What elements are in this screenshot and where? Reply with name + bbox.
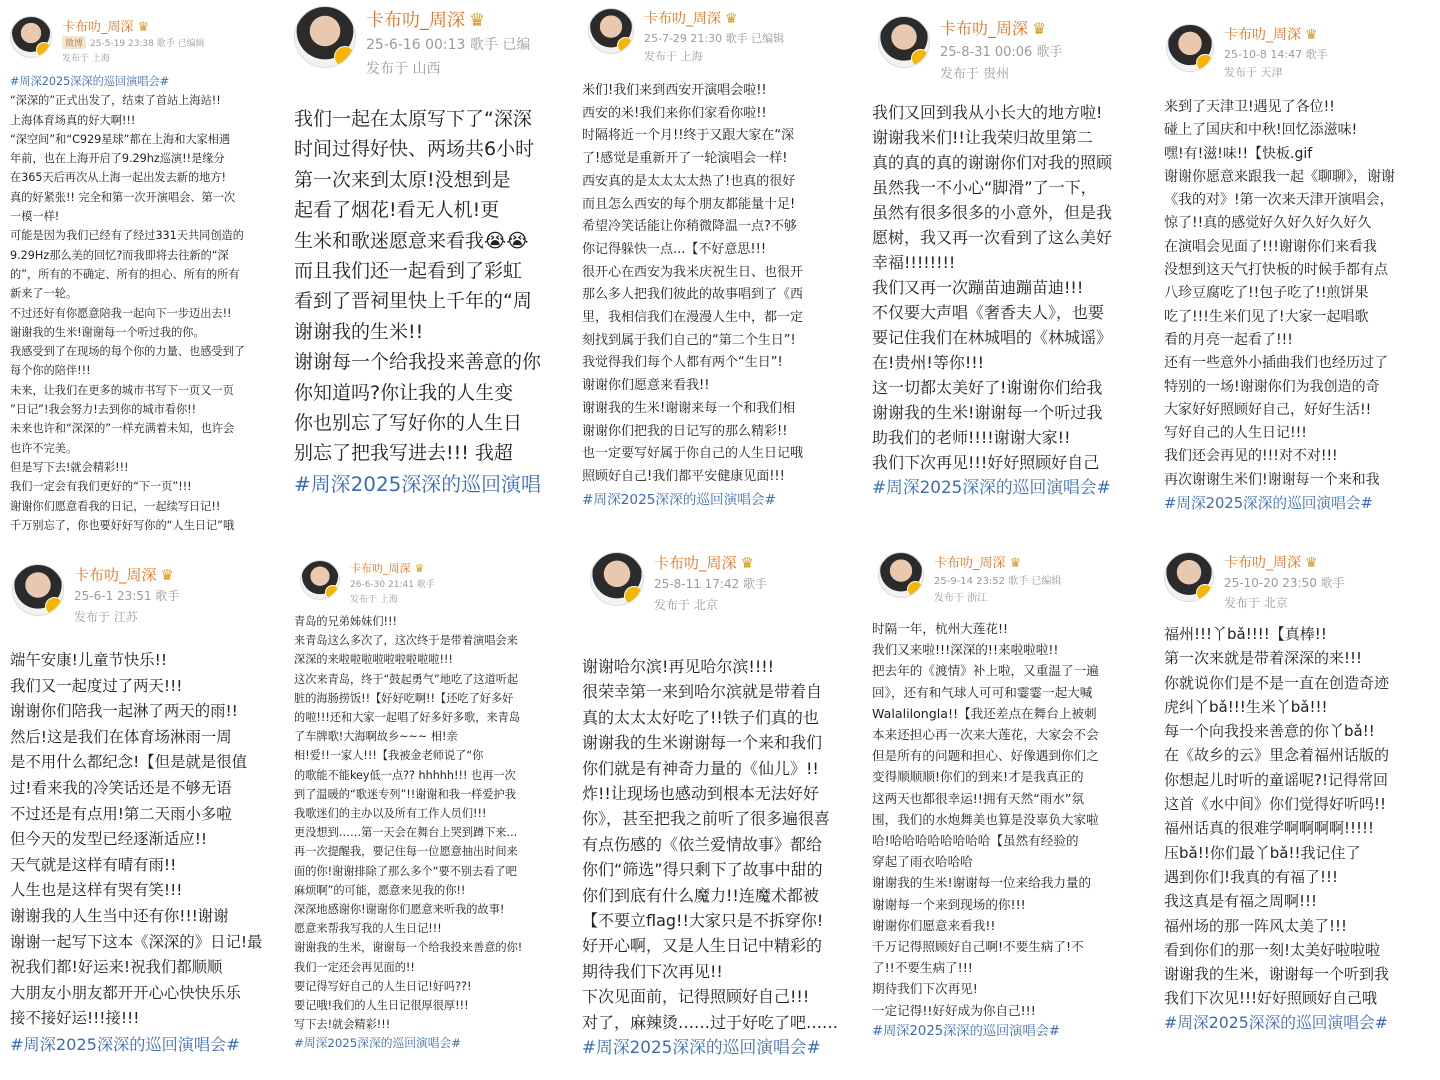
post-card — [0, 548, 290, 1080]
post-text-line: 可能是因为我们已经有了经过331天共同创造的 — [10, 229, 244, 243]
post-time: 25-6-1 23:51 歌手 — [74, 589, 180, 604]
post-text-line: 这两天也都很幸运!!拥有天然“雨水”氛 — [872, 790, 1085, 806]
hashtag-link[interactable]: #周深2025深深的巡回演唱会# — [294, 1036, 462, 1051]
post-text-line: 我们下次见!!!好好照顾好自己哦 — [1164, 989, 1378, 1008]
post-location: 发布于 上海 — [350, 595, 398, 606]
post-text-line: 这次来青岛，终于“鼓起勇气”地吃了这道听起 — [294, 672, 519, 686]
post-text-line: 你知道吗?你让我的人生变 — [294, 381, 514, 404]
post-text-line: 对了，麻辣烫……过于好吃了吧…… — [582, 1012, 839, 1032]
username-text: 卡布叻_周深 — [644, 11, 721, 27]
post-text-line: 大家好好照顾好自己，好好生活!! — [1164, 401, 1372, 418]
post-text-line: 压bǎ!!你们最丫bǎ!!我记住了 — [1164, 843, 1361, 862]
post-text-line: 虽然有很多很多的小意外，但是我 — [872, 203, 1113, 222]
post-text-line: 我们一起在太原写下了“深深 — [294, 108, 532, 130]
post-text-line: 谢谢你们陪我一起淋了两天的雨!! — [10, 702, 238, 721]
post-text-line: 特别的一场!谢谢你们为我创造的奇 — [1164, 378, 1380, 395]
post-body — [872, 100, 1160, 500]
post-text-line: 我们又再一次蹦苗迪蹦苗迪!!! — [872, 278, 1084, 297]
post-text-line: 这一切都太美好了!谢谢你们给我 — [872, 378, 1103, 397]
post-body — [872, 618, 1160, 1042]
hashtag-link[interactable]: #周深2025深深的巡回演唱会# — [1164, 495, 1373, 513]
post-location: 发布于 贵州 — [940, 66, 1010, 82]
post-text-line: 要记得写好自己的人生日记!好吗??! — [294, 979, 472, 993]
post-text-line: 没想到这天气打快板的时候手都有点 — [1164, 262, 1388, 279]
post-meta — [350, 577, 435, 590]
post-text-line: 不过还好有你愿意陪我一起向下一步迈出去!! — [10, 306, 232, 320]
post-text-line: 你记得躲快一点...【不好意思!!! — [582, 241, 767, 257]
post-text-line: 端午安康!儿童节快乐!! — [10, 651, 168, 669]
post-text-line: 而且怎么西安的每个朋友都能量十足! — [582, 196, 796, 212]
crown-icon: ♛ — [725, 11, 738, 27]
post-text-line: 然后!这是我们在体育场淋雨一周 — [10, 727, 232, 746]
post-text-line: 第一次来到太原!没想到是 — [294, 168, 511, 191]
post-text-line: 面的你!谢谢排除了那么多个“要不别去看了吧 — [294, 864, 517, 878]
post-text-line: 有点伤感的《依兰爱情故事》都给 — [582, 834, 823, 854]
post-text-line: 你就说你们是不是一直在创造奇迹 — [1164, 673, 1390, 692]
post-location: 发布于 北京 — [654, 597, 718, 612]
post-text-line: 再一次提醒我，要记住每一位愿意抽出时间来 — [294, 845, 518, 859]
username[interactable] — [1224, 552, 1318, 572]
post-location: 发布于 天津 — [1224, 66, 1283, 80]
post-text-line: 更没想到……第一天会在舞台上哭到蹲下来... — [294, 826, 518, 840]
hashtag-link[interactable]: #周深2025深深的巡回演唱会# — [872, 1023, 1060, 1039]
post-text-line: 大朋友小朋友都开开心心快快乐乐 — [10, 983, 241, 1002]
post-text-line: 我们又回到我从小长大的地方啦! — [872, 103, 1103, 122]
post-text-line: 一定记得!!好好成为你自己!!! — [872, 1002, 1036, 1018]
post-text-line: 八珍豆腐吃了!!包子吃了!!煎饼果 — [1164, 285, 1369, 302]
post-text-line: 我这真是有福之周啊!!! — [1164, 892, 1318, 911]
post-meta — [1224, 46, 1328, 62]
post-text-line: 真的好紧张!! 完全和第一次开演唱会、第一次 — [10, 190, 236, 204]
avatar[interactable] — [1164, 552, 1214, 602]
post-text-line: 但是所有的问题和担心、好像遇到你们之 — [872, 748, 1099, 764]
username-text: 卡布叻_周深 — [654, 554, 737, 572]
post-text-line: 米们!我们来到西安开演唱会啦!! — [582, 83, 767, 98]
post-text-line: 我感受到了在现场的每个你的力量、也感受到了 — [10, 345, 245, 359]
crown-icon: ♛ — [1032, 19, 1047, 38]
hashtag-link[interactable]: #周深2025深深的巡回演唱会# — [582, 491, 776, 508]
post-text-line: 谢谢我的人生当中还有你!!!谢谢 — [10, 906, 229, 925]
post-text-line: 时隔将近一个月!!终于又跟大家在“深 — [582, 128, 795, 144]
post-text-line: 而且我们还一起看到了彩虹 — [294, 260, 523, 283]
post-card — [578, 0, 868, 548]
post-time: 26-6-30 21:41 歌手 — [350, 580, 435, 591]
post-text-line: 第一次来就是带着深深的来!!! — [1164, 649, 1363, 668]
username[interactable] — [74, 564, 174, 585]
post-text-line: 的啦!!!还和大家一起唱了好多好多歌，来青岛 — [294, 711, 521, 725]
post-time: 25-6-16 00:13 歌手 已编 — [366, 36, 531, 53]
post-text-line: 谢谢我米们!!让我荣归故里第二 — [872, 128, 1093, 147]
post-text-line: 谢谢你们把我的日记写的那么精彩!! — [582, 423, 788, 439]
post-text-line: 谢谢你们愿意看我的日记，一起续写日记!! — [10, 499, 221, 513]
post-text-line: 期待我们下次再见!! — [582, 961, 723, 981]
post-time: 25-8-31 00:06 歌手 — [940, 44, 1063, 60]
post-text-line: 在!贵州!等你!!! — [872, 353, 985, 372]
post-text-line: 接不接好运!!!接!!! — [10, 1009, 140, 1028]
post-text-line: 谢谢我的生米!! — [294, 320, 424, 343]
post-text-line: “深深的”正式出发了，结束了首站上海站!! — [10, 94, 221, 108]
crown-icon: ♛ — [1009, 556, 1022, 571]
post-meta — [366, 34, 530, 54]
post-text-line: 人生也是这样有哭有笑!!! — [10, 881, 183, 900]
post-text-line: 谢谢一起写下这本《深深的》日记!最 — [10, 932, 263, 951]
post-text-line: 了车牌歌!大海啊故乡~~~ 相!亲 — [294, 730, 458, 744]
post-text-line: 9.29Hz那么美的回忆?而我即将去往新的“深 — [10, 248, 229, 262]
post-text-line: 我们还会再见的!!!对不对!!! — [1164, 448, 1338, 465]
post-meta — [62, 36, 205, 49]
post-text-line: 幸福!!!!!!!! — [872, 253, 956, 272]
post-text-line: 不过还是有点用!第二天雨小多啦 — [10, 804, 232, 823]
post-text-line: 《我的对》!第一次来天津开演唱会， — [1164, 192, 1394, 209]
username[interactable] — [1224, 24, 1318, 44]
post-text-line: Walalilongla!!【我还差点在舞台上被刺 — [872, 705, 1097, 721]
post-location: 发布于 上海 — [62, 54, 110, 65]
post-location: 发布于 山西 — [366, 60, 441, 77]
post-text-line: 你》，甚至把我之前听了很多遍很喜 — [582, 809, 831, 829]
username[interactable] — [940, 16, 1046, 39]
post-text-line: 围，我们的水炮舞美也算是没辜负大家啦 — [872, 811, 1099, 827]
post-card — [0, 0, 290, 548]
post-text-line: 了!!不要生病了!!! — [872, 960, 973, 976]
post-text-line: 每个你的陪伴!!! — [10, 364, 91, 378]
post-text-line: 你们“筛选”得只剩下了故事中甜的 — [582, 860, 823, 880]
post-text-line: 要记住我们在林城唱的《林城谣》 — [872, 328, 1113, 347]
post-text-line: 但是写下去!就会精彩!!! — [10, 460, 129, 474]
post-text-line: 刻找到属于我们自己的“第二个生日”! — [582, 332, 796, 348]
post-text-line: 那么多人把我们彼此的故事唱到了《西 — [582, 287, 804, 303]
post-card — [868, 0, 1160, 548]
post-text-line: 愿意来帮我写我的人生日记!!! — [294, 922, 442, 936]
post-location: 发布于 北京 — [1224, 596, 1288, 611]
post-text-line: 遇到你们!我真的有福了!!! — [1164, 867, 1339, 886]
post-text-line: 但今天的发型已经逐渐适应!! — [10, 830, 208, 849]
post-text-line: 你们到底有什么魔力!!连魔术都被 — [582, 885, 819, 905]
post-text-line: 谢谢你们愿意来看我!! — [872, 917, 996, 933]
post-text-line: 千万记得照顾好自己啊!不要生病了!不 — [872, 939, 1084, 955]
avatar[interactable] — [300, 560, 340, 600]
post-card — [1160, 548, 1440, 1080]
post-text-line: 里，我相信我们在漫漫人生中，都一定 — [582, 310, 804, 326]
post-text-line: 我们又一起度过了两天!!! — [10, 676, 183, 695]
crown-icon: ♛ — [137, 20, 150, 35]
post-text-line: 谢谢我的生米!谢谢每一个听过我 — [872, 403, 1103, 422]
username[interactable] — [934, 552, 1021, 571]
post-card — [1160, 0, 1440, 548]
avatar[interactable] — [1166, 24, 1214, 72]
post-meta — [940, 41, 1062, 60]
username[interactable] — [62, 16, 149, 35]
post-location: 发布于 浙江 — [934, 593, 988, 605]
hashtag-link[interactable]: #周深2025深深的巡回演唱会# — [10, 1034, 240, 1054]
post-text-line: 谢谢每一个给我投来善意的你 — [294, 351, 542, 374]
post-time: 25-10-8 14:47 歌手 — [1224, 47, 1328, 61]
post-card — [290, 548, 578, 1080]
post-card — [868, 548, 1160, 1080]
post-text-line: 哈!哈哈哈哈哈哈哈哈【虽然有经验的 — [872, 833, 1079, 849]
post-meta — [1224, 574, 1345, 591]
badge: 微博 — [62, 36, 86, 49]
post-body — [294, 104, 578, 499]
post-text-line: 脏的海肠捞饭!!【好好吃啊!!【还吃了好多好 — [294, 691, 514, 705]
post-location: 发布于 上海 — [644, 50, 703, 64]
post-text-line: 起看了烟花!看无人机!更 — [294, 199, 500, 222]
post-text-line: 我们一定还会再见面的!! — [294, 960, 415, 974]
post-text-line: 你也别忘了写好你的人生日 — [294, 412, 523, 435]
post-meta — [74, 587, 179, 604]
post-text-line: 上海体育场真的好大啊!!! — [10, 113, 136, 127]
post-text-line: 谢谢哈尔滨!再见哈尔滨!!!! — [582, 657, 775, 676]
crown-icon: ♛ — [414, 562, 425, 575]
post-text-line: 福州话真的很难学啊啊啊啊!!!!! — [1164, 819, 1375, 838]
post-time: 25-10-20 23:50 歌手 — [1224, 575, 1345, 590]
post-text-line: 谢谢我的生米，谢谢每一个听到我 — [1164, 965, 1390, 984]
username[interactable] — [366, 6, 485, 32]
post-text-line: 很荣幸第一来到哈尔滨就是带着自 — [582, 682, 823, 702]
post-card — [290, 0, 578, 548]
post-text-line: 变得顺顺顺!你们的到来!才是我真正的 — [872, 769, 1084, 785]
post-location: 发布于 江苏 — [74, 609, 138, 624]
username-text: 卡布叻_周深 — [940, 19, 1029, 38]
crown-icon: ♛ — [1305, 555, 1318, 571]
post-text-line: 写好自己的人生日记!!! — [1164, 425, 1307, 442]
post-text-line: 西安的米!我们来你们家看你啦!! — [582, 105, 767, 121]
hashtag-link[interactable]: #周深2025深深的巡回演唱会# — [872, 477, 1111, 497]
post-text-line: 谢谢我的生米!谢谢每一位来给我力量的 — [872, 875, 1092, 891]
post-text-line: 在《故乡的云》里念着福州话版的 — [1164, 746, 1390, 765]
post-text-line: 照顾好自己!我们都平安健康见面!!! — [582, 468, 785, 484]
username-text: 卡布叻_周深 — [62, 20, 134, 35]
post-text-line: 福州!!!丫bǎ!!!!【真棒!! — [1164, 625, 1327, 643]
post-text-line: 回》，还有和气球人可可和霎霎一起大喊 — [872, 684, 1093, 700]
post-body — [10, 648, 290, 1058]
post-text-line: 来到了天津卫!遇见了各位!! — [1164, 99, 1335, 115]
crown-icon: ♛ — [1305, 27, 1318, 43]
username-text: 卡布叻_周深 — [1224, 555, 1301, 571]
post-text-line: 本来还担心再一次来大莲花，大家会不会 — [872, 727, 1099, 743]
post-text-line: 深深地感谢你!谢谢你们愿意来听我的故事! — [294, 903, 505, 917]
post-text-line: 看的月亮一起看了!!! — [1164, 331, 1293, 348]
post-text-line: 深深的来啦啦啦啦啦啦啦啦啦!!! — [294, 653, 453, 667]
username-text: 卡布叻_周深 — [350, 562, 411, 575]
post-text-line: 助我们的老师!!!!谢谢大家!! — [872, 428, 1071, 447]
crown-icon: ♛ — [160, 566, 174, 584]
post-text-line: 谢谢你们愿意来看我!! — [582, 378, 710, 394]
post-text-line: 希望冷笑话能让你稍微降温一点?不够 — [582, 219, 797, 235]
post-text-line: 还有一些意外小插曲我们也经历过了 — [1164, 355, 1388, 372]
post-text-line: 来青岛这么多次了，这次终于是带着演唱会来 — [294, 634, 518, 648]
avatar[interactable] — [10, 16, 52, 58]
post-text-line: 谢谢我的生米，谢谢每一个给我投来善意的你! — [294, 941, 523, 955]
post-text-line: 很开心在西安为我米庆祝生日、也很开 — [582, 264, 804, 280]
post-text-line: 碰上了国庆和中秋!回忆添滋味! — [1164, 122, 1358, 139]
avatar[interactable] — [878, 16, 930, 68]
post-text-line: 麻烦啊”的可能，愿意来见我的你!! — [294, 883, 466, 897]
post-text-line: 谢谢我的生米!谢谢来每一个和我们相 — [582, 400, 796, 416]
username[interactable] — [350, 560, 424, 576]
username[interactable] — [644, 8, 738, 28]
post-text-line: 谢谢每一个来到现场的你!!! — [872, 896, 1026, 912]
post-meta — [934, 572, 1061, 587]
post-text-line: 炸!!让现场也感动到根本无法好好 — [582, 784, 819, 804]
username-text: 卡布叻_周深 — [934, 556, 1006, 571]
post-time: 25-5-19 23:38 歌手 已编辑 — [90, 39, 205, 50]
post-text-line: 年前，也在上海开启了9.29hz巡演!!是缘分 — [10, 152, 225, 166]
post-text-line: 不仅要大声唱《奢香夫人》，也要 — [872, 303, 1105, 322]
post-text-line: 你们就是有神奇力量的《仙儿》!! — [582, 758, 819, 778]
post-time: 25-9-14 23:52 歌手 已编辑 — [934, 576, 1062, 588]
post-time: 25-8-11 17:42 歌手 — [654, 577, 768, 592]
post-text-line: 也许不完美。 — [10, 441, 78, 455]
post-text-line: 惊了!!真的感觉好久好久好久好久 — [1164, 215, 1372, 232]
post-text-line: 谢谢你愿意来跟我一起《聊聊》，谢谢 — [1164, 168, 1395, 185]
username-text: 卡布叻_周深 — [74, 566, 157, 584]
post-text-line: 你想起儿时听的童谣呢?!记得常回 — [1164, 770, 1388, 789]
post-time: 25-7-29 21:30 歌手 已编辑 — [644, 31, 785, 45]
post-text-line: 再次谢谢生米们!谢谢每一个来和我 — [1164, 471, 1380, 488]
post-text-line: 是不用什么都纪念!【但是就是很值 — [10, 753, 248, 772]
post-body — [582, 654, 868, 1061]
post-text-line: 虽然我一不小心“脚滑”了一下， — [872, 178, 1097, 197]
post-text-line: 谢谢我的生米!谢谢每一个听过我的你。 — [10, 325, 205, 339]
post-text-line: 好开心啊，又是人生日记中精彩的 — [582, 936, 823, 956]
post-text-line: 吃了!!!生米们见了!大家一起唱歌 — [1164, 308, 1369, 325]
post-text-line: 这首《水中间》你们觉得好听吗!! — [1164, 795, 1387, 814]
post-text-line: 的歌能不能key低一点?? hhhhh!!! 也再一次 — [294, 768, 516, 782]
post-text-line: 未来，让我们在更多的城市书写下一页又一页 — [10, 383, 234, 397]
post-text-line: “深空间”和“C929星球”都在上海和大家相遇 — [10, 132, 231, 146]
post-text-line: 嘿!有!滋!味!!【快板.gif — [1164, 145, 1313, 162]
avatar[interactable] — [590, 552, 644, 606]
avatar[interactable] — [878, 552, 924, 598]
post-body — [1164, 96, 1440, 515]
post-text-line: 真的真的真的谢谢你们对我的照顾 — [872, 153, 1113, 172]
post-text-line: 新来了一轮。 — [10, 287, 78, 301]
post-text-line: 相!爱!!一家人!!!【我被金老师说了“你 — [294, 749, 484, 763]
post-text-line: 看到了晋祠里快上千年的“周 — [294, 290, 532, 313]
post-text-line: 青岛的兄弟姊妹们!!! — [294, 615, 397, 628]
post-text-line: 谢谢我的生米谢谢每一个来和我们 — [582, 733, 823, 753]
post-text-line: 写下去!就会精彩!!! — [294, 1018, 391, 1032]
post-text-line: 到了温暖的“歌迷专列”!!谢谢和我一样爱护我 — [294, 787, 516, 801]
post-text-line: 【不要立flag!!大家只是不拆穿你! — [582, 911, 824, 931]
hashtag-link[interactable]: #周深2025深深的巡回演唱会# — [10, 75, 170, 88]
post-text-line: 把去年的《渡情》补上啦，又重温了一遍 — [872, 663, 1099, 679]
post-meta — [644, 30, 784, 46]
post-text-line: 真的太太太好吃了!!铁子们真的也 — [582, 707, 819, 727]
post-text-line: 愿树，我又再一次看到了这么美好 — [872, 228, 1113, 247]
post-text-line: 的”，所有的不确定、所有的担心、所有的所有 — [10, 267, 240, 281]
post-text-line: 天气就是这样有晴有雨!! — [10, 855, 177, 874]
post-body — [582, 80, 868, 511]
post-text-line: 我们下次再见!!!好好照顾好自己 — [872, 453, 1100, 472]
post-text-line: 在演唱会见面了!!!谢谢你们来看我 — [1164, 238, 1377, 255]
post-meta — [654, 575, 767, 592]
post-text-line: 福州场的那一阵风太美了!!! — [1164, 916, 1348, 935]
post-text-line: 每一个向我投来善意的你丫bǎ!! — [1164, 722, 1375, 741]
post-text-line: 祝我们都!好运来!祝我们都顺顺 — [10, 958, 223, 977]
username-text: 卡布叻_周深 — [1224, 27, 1301, 43]
hashtag-link[interactable]: #周深2025深深的巡回演唱 — [294, 471, 541, 496]
post-text-line: 期待我们下次再见! — [872, 981, 978, 997]
post-text-line: 我们一定会有我们更好的“下一页”!!! — [10, 480, 192, 494]
post-text-line: 西安真的是太太太太热了!也真的很好 — [582, 173, 796, 189]
post-text-line: 千万别忘了，你也要好好写你的“人生日记”哦 — [10, 518, 235, 532]
hashtag-link[interactable]: #周深2025深深的巡回演唱会# — [1164, 1012, 1388, 1032]
avatar[interactable] — [294, 6, 356, 68]
hashtag-link[interactable]: #周深2025深深的巡回演唱会# — [582, 1037, 821, 1058]
post-text-line: 一模一样! — [10, 210, 60, 224]
post-text-line: 下次见面前，记得照顾好自己!!! — [582, 987, 810, 1007]
post-text-line: 穿起了雨衣哈哈哈 — [872, 854, 973, 870]
post-body — [1164, 622, 1440, 1035]
post-card — [578, 548, 868, 1080]
username[interactable] — [654, 552, 754, 573]
post-text-line: 也一定要写好属于你自己的人生日记哦 — [582, 446, 804, 462]
avatar[interactable] — [588, 8, 634, 54]
post-text-line: 我觉得我们每个人都有两个“生日”! — [582, 355, 783, 371]
post-text-line: 我们又来啦!!!深深的!!来啦啦啦!! — [872, 642, 1059, 658]
post-body — [294, 612, 578, 1054]
post-text-line: 看到你们的那一刻!太美好啦啦啦 — [1164, 940, 1381, 959]
post-text-line: 了!感觉是重新开了一轮演唱会一样! — [582, 151, 788, 167]
crown-icon: ♛ — [740, 554, 754, 572]
post-text-line: 过!看来我的冷笑话还是不够无语 — [10, 778, 232, 797]
post-text-line: 在365天后再次从上海一起出发去新的地方! — [10, 171, 227, 185]
post-body — [10, 72, 290, 535]
crown-icon: ♛ — [469, 10, 486, 31]
post-text-line: 虎纠丫bǎ!!!生米丫bǎ!!! — [1164, 697, 1328, 716]
post-text-line: 生米和歌迷愿意来看我😭😭 — [294, 229, 529, 252]
username-text: 卡布叻_周深 — [366, 10, 465, 31]
post-text-line: 别忘了把我写进去!!! 我超 — [294, 442, 513, 465]
post-text-line: ”日记”!我会努力!去到你的城市看你!! — [10, 403, 197, 417]
post-text-line: 要记哦!我们的人生日记很厚很厚!!! — [294, 999, 469, 1013]
avatar[interactable] — [12, 564, 64, 616]
post-text-line: 时隔一年，杭州大莲花!! — [872, 621, 1009, 636]
post-text-line: 未来也许和“深深的”一样充满着未知，也许会 — [10, 422, 235, 436]
post-text-line: 我歌迷们的主办以及所有工作人员们!!! — [294, 807, 487, 821]
post-text-line: 时间过得好快、两场共6小时 — [294, 138, 535, 161]
